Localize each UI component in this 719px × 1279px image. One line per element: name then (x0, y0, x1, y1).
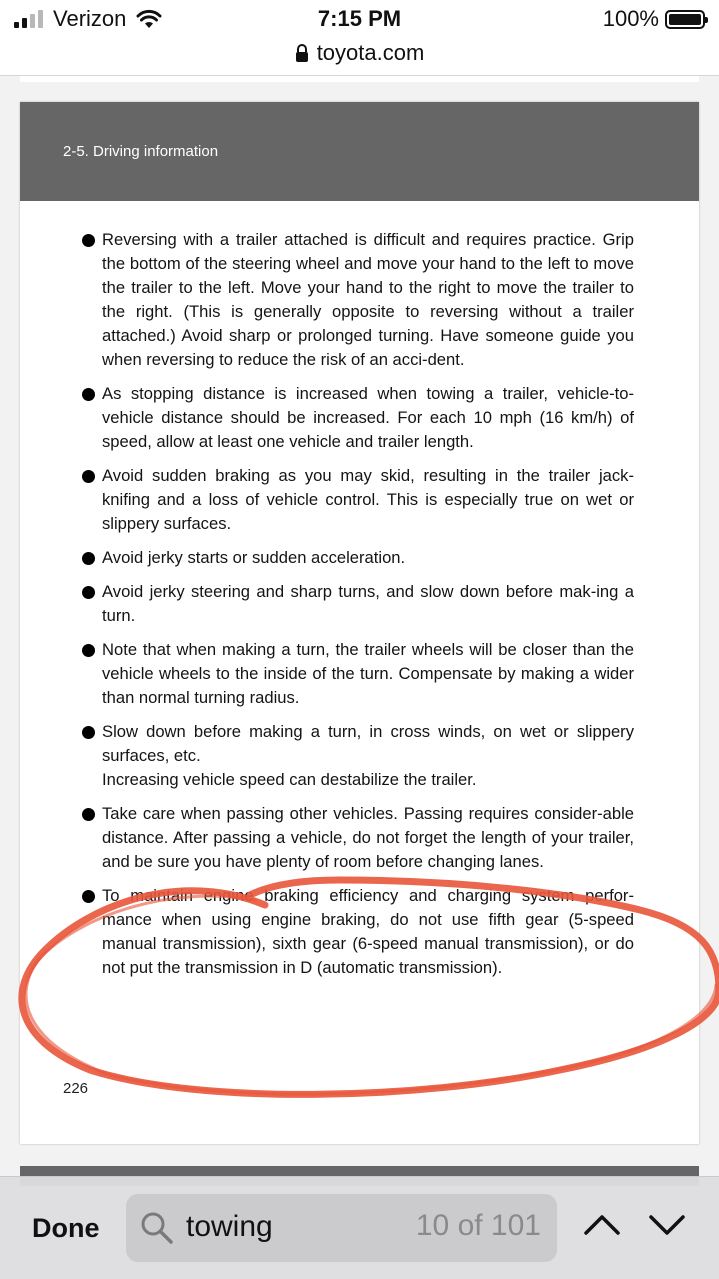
bullet-text: Avoid jerky starts or sudden acceleration. (102, 548, 406, 567)
bullet-item (82, 720, 634, 792)
find-on-page-bar (0, 1176, 719, 1279)
chevron-up-icon (582, 1205, 622, 1245)
match-count: 10 of 101 (415, 1209, 541, 1242)
chevron-down-icon (647, 1205, 687, 1245)
bullet-dot-icon (82, 726, 95, 739)
clock: 7:15 PM (317, 6, 402, 31)
bullet-text: To maintain engine braking efficiency and charging system perfor-mance when using engine braking, do not use fifth gear (5-speed manual transmission), sixth gear (6-speed manual transmission), or do not put the transmission in D (automatic transmission). (102, 886, 634, 977)
page-number: 226 (63, 1080, 89, 1097)
bullet-item (82, 580, 634, 628)
next-match-button[interactable] (647, 1205, 687, 1245)
bullet-dot-icon (82, 808, 95, 821)
find-search-field[interactable] (126, 1194, 557, 1262)
battery-icon (665, 10, 705, 29)
section-title: 2-5. Driving information (63, 143, 219, 160)
bullet-item (82, 464, 634, 536)
bullet-dot-icon (82, 470, 95, 483)
bullet-text: Note that when making a turn, the trailer wheels will be closer than the vehicle wheels to the inside of the turn. Compensate by making a wider than normal turning radius. (102, 640, 634, 707)
address-bar[interactable] (0, 40, 719, 66)
bullet-item (82, 228, 634, 372)
url-text: toyota.com (316, 40, 425, 65)
bullet-dot-icon (82, 644, 95, 657)
lock-icon (295, 44, 309, 62)
bullet-text: Avoid jerky steering and sharp turns, and slow down before mak-ing a turn. (102, 582, 634, 625)
search-icon (140, 1211, 174, 1245)
done-button[interactable]: Done (32, 1213, 100, 1243)
status-bar (0, 0, 719, 76)
bullet-text: Reversing with a trailer attached is difficult and requires practice. Grip the bottom of the steering wheel and move your hand to the left to move the trailer to the left. Move your hand to the right to move the trailer to the right. (This is generally opposite to reversing without a trailer attached.) Avoid sharp or prolonged turning. Have someone guide you when reversing to reduce the risk of an acci-dent. (102, 230, 634, 369)
bullet-dot-icon (82, 552, 95, 565)
page-header (20, 102, 699, 201)
bullet-text: As stopping distance is increased when towing a trailer, vehicle-to-vehicle distance should be increased. For each 10 mph (16 km/h) of speed, allow at least one vehicle and trailer length. (102, 384, 634, 451)
bullet-dot-icon (82, 388, 95, 401)
carrier-name: Verizon (53, 6, 127, 31)
bullet-item (82, 382, 634, 454)
bullet-text: Avoid sudden braking as you may skid, resulting in the trailer jack-knifing and a loss of vehicle control. This is especially true on wet or slippery surfaces. (102, 466, 634, 533)
bullet-item (82, 802, 634, 874)
bullet-dot-icon (82, 586, 95, 599)
bullet-item (82, 546, 634, 570)
find-query-text: towing (186, 1210, 273, 1243)
status-right (603, 6, 705, 32)
bullet-text: Slow down before making a turn, in cross winds, on wet or slippery surfaces, etc. (102, 722, 634, 765)
bullet-item (82, 638, 634, 710)
bullet-dot-icon (82, 890, 95, 903)
bullet-subtext: Increasing vehicle speed can destabilize the trailer. (102, 770, 477, 789)
bullet-text: Take care when passing other vehicles. Passing requires consider-able distance. After passing a vehicle, do not forget the length of your trailer, and be sure you have plenty of room before changing lanes. (102, 804, 634, 871)
battery-percent: 100% (602, 6, 659, 31)
bullet-dot-icon (82, 234, 95, 247)
previous-match-button[interactable] (582, 1205, 622, 1245)
bullet-list (82, 228, 634, 980)
pdf-page (20, 102, 699, 1144)
previous-page-edge (20, 76, 699, 82)
bullet-item-highlighted (82, 884, 634, 980)
